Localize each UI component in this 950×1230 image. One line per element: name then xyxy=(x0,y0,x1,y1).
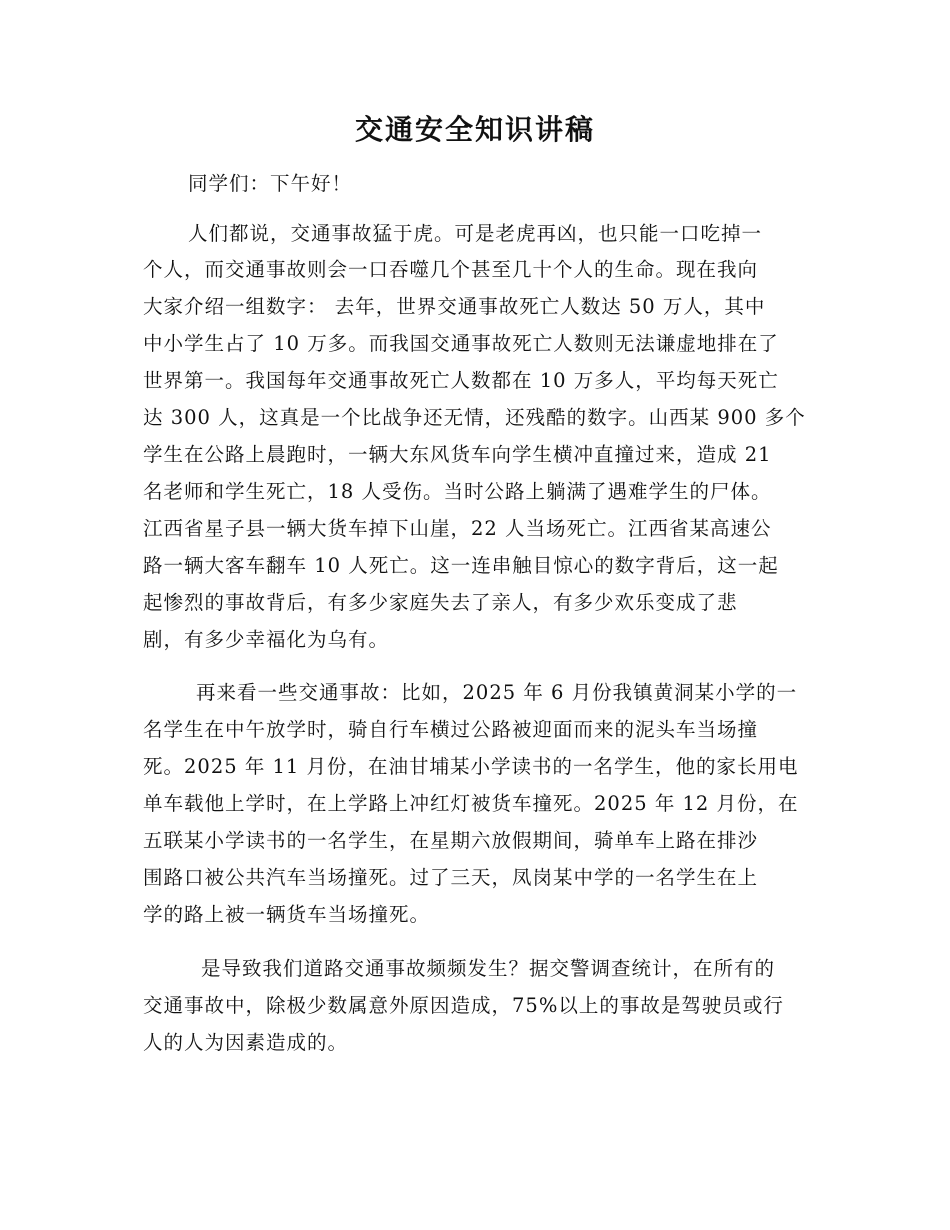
paragraph-line: 个人，而交通事故则会一口吞噬几个甚至几十个人的生命。现在我向 xyxy=(143,258,759,281)
paragraph-line: 围路口被公共汽车当场撞死。过了三天，凤岗某中学的一名学生在上 xyxy=(143,866,759,889)
paragraph-line: 五联某小学读书的一名学生，在星期六放假期间，骑单车上路在排沙 xyxy=(143,829,759,852)
paragraph-line: 学的路上被一辆货车当场撞死。 xyxy=(143,903,431,926)
paragraph-line: 名学生在中午放学时，骑自行车横过公路被迎面而来的泥头车当场撞 xyxy=(143,718,759,741)
paragraph-line: 世界第一。我国每年交通事故死亡人数都在 10 万多人，平均每天死亡 xyxy=(143,369,779,392)
paragraph-line: 达 300 人，这真是一个比战争还无情，还残酷的数字。山西某 900 多个 xyxy=(143,406,806,429)
paragraph-line: 路一辆大客车翻车 10 人死亡。这一连串触目惊心的数字背后，这一起 xyxy=(143,554,779,577)
paragraph-line: 剧，有多少幸福化为乌有。 xyxy=(143,628,390,651)
paragraph-line: 人的人为因素造成的。 xyxy=(143,1031,349,1054)
paragraph-line: 交通事故中，除极少数属意外原因造成，75%以上的事故是驾驶员或行 xyxy=(143,994,784,1017)
paragraph-line: 单车载他上学时，在上学路上冲红灯被货车撞死。2025 年 12 月份，在 xyxy=(143,792,799,815)
paragraph-line: 死。2025 年 11 月份，在油甘埔某小学读书的一名学生，他的家长用电 xyxy=(143,755,799,778)
paragraph-line: 大家介绍一组数字： 去年，世界交通事故死亡人数达 50 万人，其中 xyxy=(143,295,766,318)
paragraph-line: 江西省星子县一辆大货车掉下山崖，22 人当场死亡。江西省某高速公 xyxy=(143,517,772,540)
document-title: 交通安全知识讲稿 xyxy=(354,113,595,146)
paragraph-line: 起惨烈的事故背后，有多少家庭失去了亲人，有多少欢乐变成了悲 xyxy=(143,591,738,614)
paragraph-line: 名老师和学生死亡，18 人受伤。当时公路上躺满了遇难学生的尸体。 xyxy=(143,480,772,503)
paragraph-line: 学生在公路上晨跑时，一辆大东风货车向学生横冲直撞过来，造成 21 xyxy=(143,443,772,466)
paragraph-line: 是导致我们道路交通事故频频发生？据交警调查统计，在所有的 xyxy=(201,957,776,980)
paragraph-line: 人们都说，交通事故猛于虎。可是老虎再凶，也只能一口吃掉一 xyxy=(188,222,763,245)
paragraph-line: 中小学生占了 10 万多。而我国交通事故死亡人数则无法谦虚地排在了 xyxy=(143,332,779,355)
greeting: 同学们：下午好！ xyxy=(188,172,353,195)
paragraph-line: 再来看一些交通事故：比如，2025 年 6 月份我镇黄洞某小学的一 xyxy=(196,681,798,704)
